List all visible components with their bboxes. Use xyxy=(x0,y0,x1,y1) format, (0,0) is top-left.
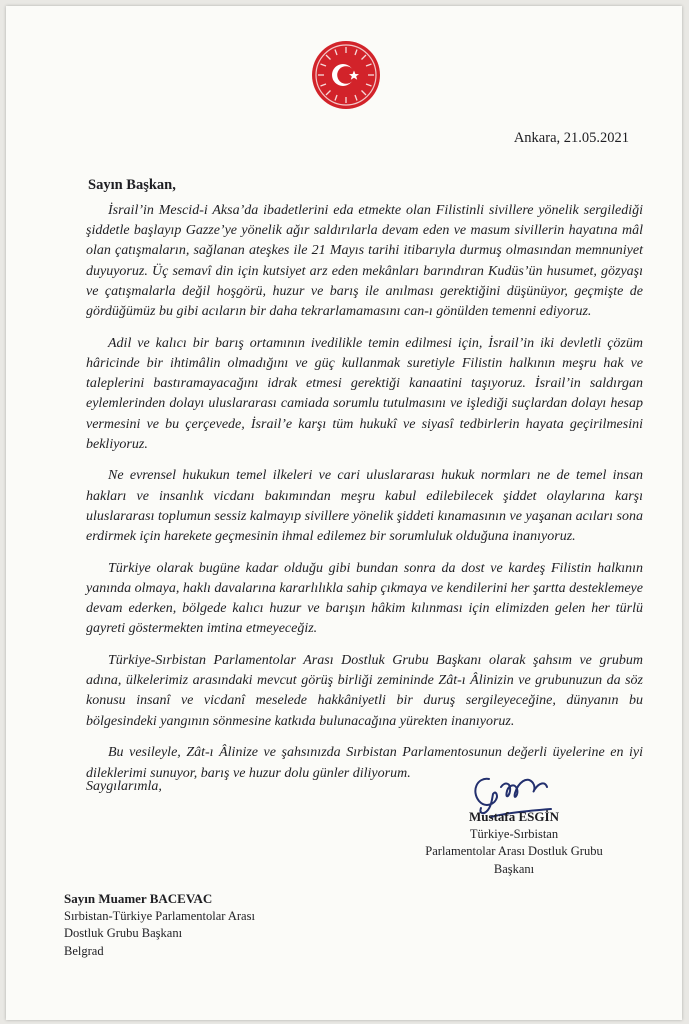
salutation: Sayın Başkan, xyxy=(88,177,176,193)
signer-name: Mustafa ESGİN xyxy=(469,809,559,824)
recipient-title-line: Sırbistan-Türkiye Parlamentolar Arası xyxy=(64,908,255,923)
body-paragraph: Ne evrensel hukukun temel ilkeleri ve cari uluslararası hukuk normları ne de temel insan hakları ve insanlık vicdanı bakımından meşru kabul edilebilecek şiddet olaylarına karşı uluslararası toplumun sessiz kalmayıp sivillere yönelik şiddeti kınamasının ve yaşanan acıları sona erdirmek için harekete geçmesinin ihmal edilemez bir sorumluluk olduğuna inanıyoruz. xyxy=(86,468,643,545)
recipient-name: Sayın Muamer BACEVAC xyxy=(64,891,213,906)
signer-title-line: Türkiye-Sırbistan xyxy=(469,826,559,841)
body-paragraph: Türkiye olarak bugüne kadar olduğu gibi bundan sonra da dost ve kardeş Filistin halkının yanında olmaya, haklı davalarına kararlılıkla sahip çıkmaya ve kendilerini her şartta desteklemeye devam ederken, bölgede kalıcı huzur ve barışın hâkim kılınması için elimizden gelen her türlü gayreti göstermekten imtina etmeyeceğiz. xyxy=(86,560,643,637)
recipient-block xyxy=(64,890,255,960)
body-paragraph: Adil ve kalıcı bir barış ortamının ivedilikle temin edilmesi için, İsrail’in iki devletli çözüm hâricinde bir ihtimâlin olmadığını ve güç kullanmak suretiyle Filistin halkının meşru hak ve taleplerini bastıramayacağını idrak etmesi gerektiği kanaatini taşıyoruz. İsrail’in saldırgan eylemlerinden dolayı uluslararası camiada sorumlu tutulmasını ve işlediği suçlardan dolayı hesap vermesini ve bu çerçevede, İsrail’e karşı tüm hukukî ve siyasî tedbirlerin hayata geçirilmesini bekliyoruz. xyxy=(86,335,643,452)
recipient-title-line: Dostluk Grubu Başkanı xyxy=(64,926,183,940)
closing-phrase: Saygılarımla, xyxy=(86,779,162,794)
body-paragraph: İsrail’in Mescid-i Aksa’da ibadetlerini eda etmekte olan Filistinli sivillere yönelik sergilediği şiddetle başlayıp Gazze’ye yönelik ağır saldırılarla devam eden ve masum sivillerin hayatına mâl olan çatışmaların, sağlanan ateşkes ile 21 Mayıs tarihi itibarıyla durmuş olmasından memnuniyet duyuyoruz. Üç semavî din için kutsiyet arz eden mekânları barındıran Kudüs’ün husumet, gözyaşı ve çatışmalarla değil hoşgörü, huzur ve barış ile anılması gerektiğini düşünüyor, geçmişte de gördüğümüz bu gibi acıların bir daha tekrarlamamasını can-ı gönülden temenni ediyoruz. xyxy=(86,203,643,320)
letter-sheet xyxy=(6,6,682,1020)
signer-title-line: Parlamentolar Arası Dostluk Grubu xyxy=(425,844,603,858)
recipient-city: Belgrad xyxy=(64,943,104,958)
letter-date: Ankara, 21.05.2021 xyxy=(513,130,629,146)
body-paragraph: Türkiye-Sırbistan Parlamentolar Arası Dostluk Grubu Başkanı olarak şahsım ve grubum adına, ülkelerimiz arasındaki mevcut görüş birliği zemininde Zât-ı Âlinizin ve grubunuzun da söz konusu insanî ve vicdanî meselede hakkâniyetli bir duruş sergileyeceğine, dünyanın bu bölgesindeki yangının sönmesine katkıda bulunacağına yürekten inanıyoruz. xyxy=(86,653,643,729)
signer-block xyxy=(406,808,622,878)
letter-body xyxy=(86,201,643,795)
signer-title-line: Başkanı xyxy=(493,861,535,876)
parliament-seal-icon xyxy=(311,40,381,110)
body-paragraph: Bu vesileyle, Zât-ı Âlinize ve şahsınızda Sırbistan Parlamentosunun değerli üyelerine en iyi dileklerimi sunuyor, barış ve huzur dolu günler diliyorum. xyxy=(86,745,643,781)
